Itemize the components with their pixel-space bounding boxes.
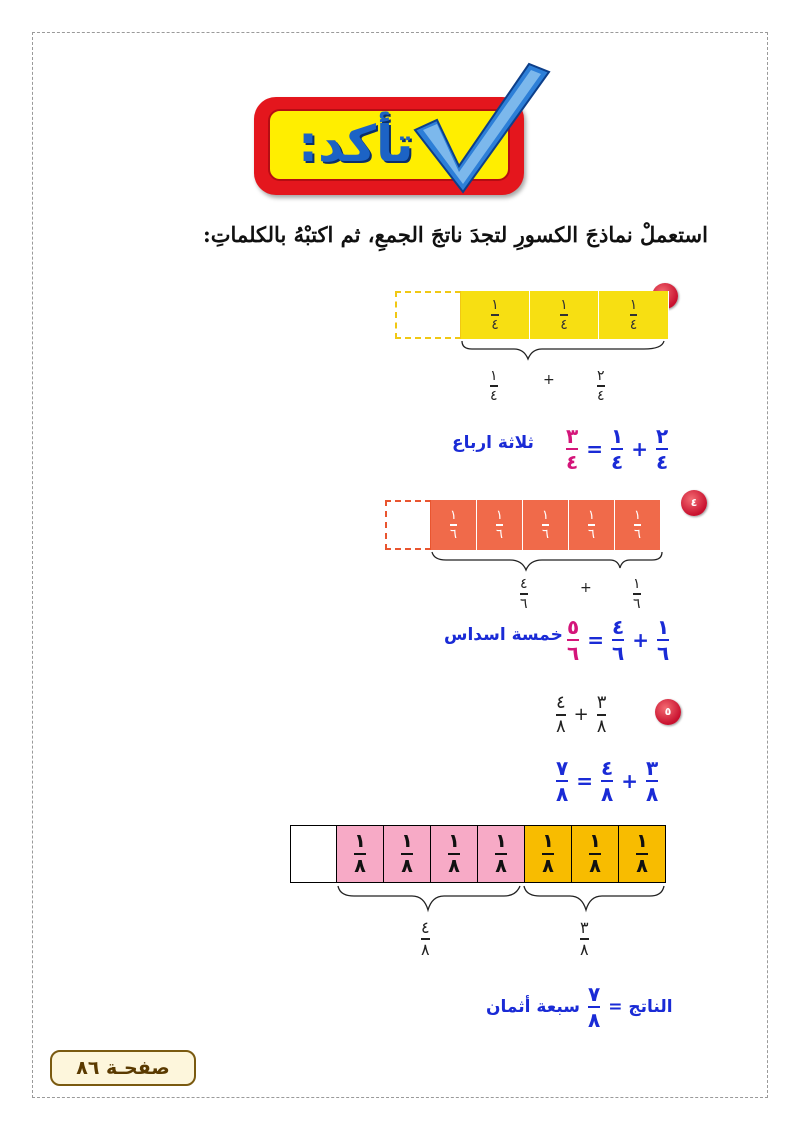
q4-right-label: $\frac{١}{٦}$: [633, 576, 641, 612]
q3-left-label: $\frac{١}{٤}$: [490, 368, 498, 404]
q3-cell: $\frac{١}{٤}$: [461, 291, 530, 339]
q4-result-fraction: $\frac{٥}{٦}$: [567, 615, 580, 665]
q5-result-line: سبعة أثمان $\frac{٧}{٨}$ الناتج =: [486, 982, 673, 1032]
q3-result-fraction: $\frac{٣}{٤}$: [566, 424, 579, 474]
q3-answer-words: ثلاثة ارباع: [452, 433, 534, 453]
q4-fraction-bar: [385, 500, 661, 550]
q4-cell: $\frac{١}{٦}$: [615, 500, 661, 550]
question-5-number: ٥: [655, 699, 681, 725]
q4-cell: $\frac{١}{٦}$: [569, 500, 615, 550]
q3-cell: $\frac{١}{٤}$: [599, 291, 669, 339]
q5-problem: $\frac{٤}{٨}$ + $\frac{٣}{٨}$: [556, 692, 607, 737]
q5-right-label: $\frac{٣}{٨}$: [580, 918, 589, 959]
q3-answer-equation: $\frac{٣}{٤}$ = $\frac{١}{٤}$ + $\frac{٢}{٤}$: [566, 424, 669, 474]
q5-pink-cell: $\frac{١}{٨}$: [478, 825, 525, 883]
header-title: تأكد:: [298, 115, 414, 173]
q5-answer-words: سبعة أثمان: [486, 996, 580, 1017]
q4-empty-cell: [385, 500, 431, 550]
q3-empty-cell: [395, 291, 461, 339]
q4-cell: $\frac{١}{٦}$: [431, 500, 477, 550]
q4-left-label: $\frac{٤}{٦}$: [520, 576, 528, 612]
q4-cell: $\frac{١}{٦}$: [523, 500, 569, 550]
q3-plus: +: [543, 372, 555, 388]
q3-fraction-bar: [395, 291, 669, 339]
q5-fraction-bar: [290, 825, 666, 883]
q5-result-label: الناتج =: [608, 996, 673, 1017]
q5-gold-cell: $\frac{١}{٨}$: [525, 825, 572, 883]
q3-cell: $\frac{١}{٤}$: [530, 291, 599, 339]
question-4-number: ٤: [681, 490, 707, 516]
q5-answer-equation: $\frac{٧}{٨}$ = $\frac{٤}{٨}$ + $\frac{٣}{٨}$: [556, 756, 659, 806]
q3-right-label: $\frac{٢}{٤}$: [597, 368, 605, 404]
q5-pink-cell: $\frac{١}{٨}$: [431, 825, 478, 883]
q5-pink-cell: $\frac{١}{٨}$: [337, 825, 384, 883]
q5-pink-cell: $\frac{١}{٨}$: [384, 825, 431, 883]
q5-left-label: $\frac{٤}{٨}$: [421, 918, 430, 959]
instruction-text: استعملْ نماذجَ الكسورِ لتجدَ ناتجَ الجمعِ، ثم اكتبْهُ بالكلماتِ:: [203, 222, 708, 247]
checkmark-icon: [397, 58, 557, 198]
q5-gold-cell: $\frac{١}{٨}$: [619, 825, 666, 883]
q4-answer-equation: $\frac{٥}{٦}$ = $\frac{٤}{٦}$ + $\frac{١}{٦}$: [567, 615, 670, 665]
q4-brace: [430, 550, 665, 574]
q5-brace: [334, 884, 670, 914]
q3-brace: [458, 339, 668, 361]
q5-empty-cell: [290, 825, 337, 883]
page-number-badge: صفحـة ٨٦: [50, 1050, 196, 1086]
q4-cell: $\frac{١}{٦}$: [477, 500, 523, 550]
q4-plus: +: [580, 580, 592, 596]
q4-answer-words: خمسة اسداس: [444, 625, 563, 645]
q5-gold-cell: $\frac{١}{٨}$: [572, 825, 619, 883]
